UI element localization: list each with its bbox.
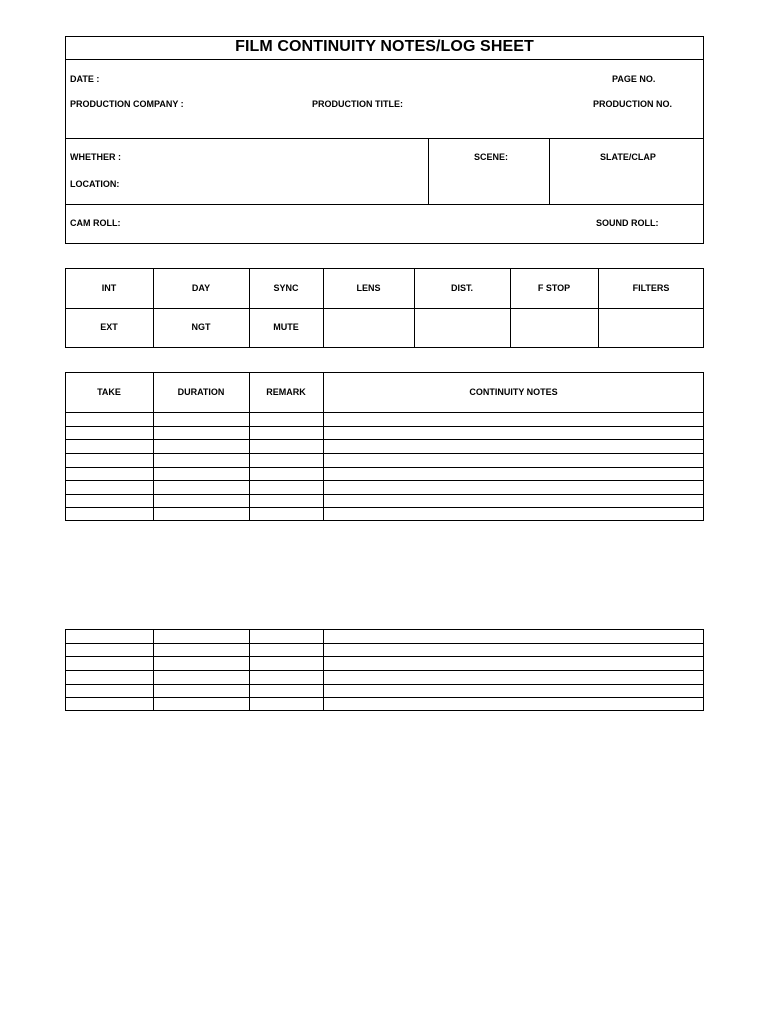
takes-row-line <box>65 507 704 508</box>
header-box <box>65 36 704 244</box>
title-divider <box>65 59 704 60</box>
takes-header-remark: REMARK <box>266 387 306 397</box>
shot-col-line <box>323 268 324 348</box>
page-no-label: PAGE NO. <box>612 74 656 84</box>
shot-cell-ext: EXT <box>100 322 118 332</box>
extra-row-line <box>65 643 704 644</box>
header-divider <box>65 138 704 139</box>
shot-cell-day: DAY <box>191 283 211 293</box>
extra-row-line <box>65 656 704 657</box>
production-company-label: PRODUCTION COMPANY : <box>70 99 184 109</box>
shot-col-line <box>249 268 250 348</box>
takes-row-line <box>65 480 704 481</box>
takes-header-line <box>65 412 704 413</box>
takes-row-line <box>65 467 704 468</box>
takes-row-line <box>65 426 704 427</box>
sheet-title: FILM CONTINUITY NOTES/LOG SHEET <box>235 38 534 55</box>
slate-clap-label: SLATE/CLAP <box>600 152 656 162</box>
shot-col-line <box>153 268 154 348</box>
extra-row-line <box>65 684 704 685</box>
date-label: DATE : <box>70 74 100 84</box>
roll-divider <box>65 204 704 205</box>
extra-row-line <box>65 670 704 671</box>
scene-divider-left <box>428 138 429 204</box>
location-label: LOCATION: <box>70 179 120 189</box>
shot-cell-sync: SYNC <box>273 283 299 293</box>
scene-divider-right <box>549 138 550 204</box>
shot-col-line <box>414 268 415 348</box>
shot-cell-fstop: F STOP <box>537 283 571 293</box>
takes-row-line <box>65 453 704 454</box>
shot-cell-int: INT <box>101 283 117 293</box>
shot-cell-ngt: NGT <box>191 322 211 332</box>
shot-col-line <box>598 268 599 348</box>
takes-row-line <box>65 439 704 440</box>
shot-cell-dist: DIST. <box>450 283 473 293</box>
takes-header-continuity-notes: CONTINUITY NOTES <box>469 387 558 397</box>
shot-cell-mute: MUTE <box>273 322 299 332</box>
shot-col-line <box>510 268 511 348</box>
shot-cell-filters: FILTERS <box>632 283 670 293</box>
whether-label: WHETHER : <box>70 152 121 162</box>
takes-row-line <box>65 494 704 495</box>
takes-header-take: TAKE <box>97 387 121 397</box>
extra-row-line <box>65 697 704 698</box>
shot-table-mid-line <box>65 308 704 309</box>
takes-header-duration: DURATION <box>177 387 225 397</box>
production-title-label: PRODUCTION TITLE: <box>312 99 403 109</box>
production-no-label: PRODUCTION NO. <box>593 99 673 109</box>
cam-roll-label: CAM ROLL: <box>70 218 121 228</box>
shot-cell-lens: LENS <box>356 283 381 293</box>
sound-roll-label: SOUND ROLL: <box>596 218 659 228</box>
scene-label: SCENE: <box>474 152 509 162</box>
